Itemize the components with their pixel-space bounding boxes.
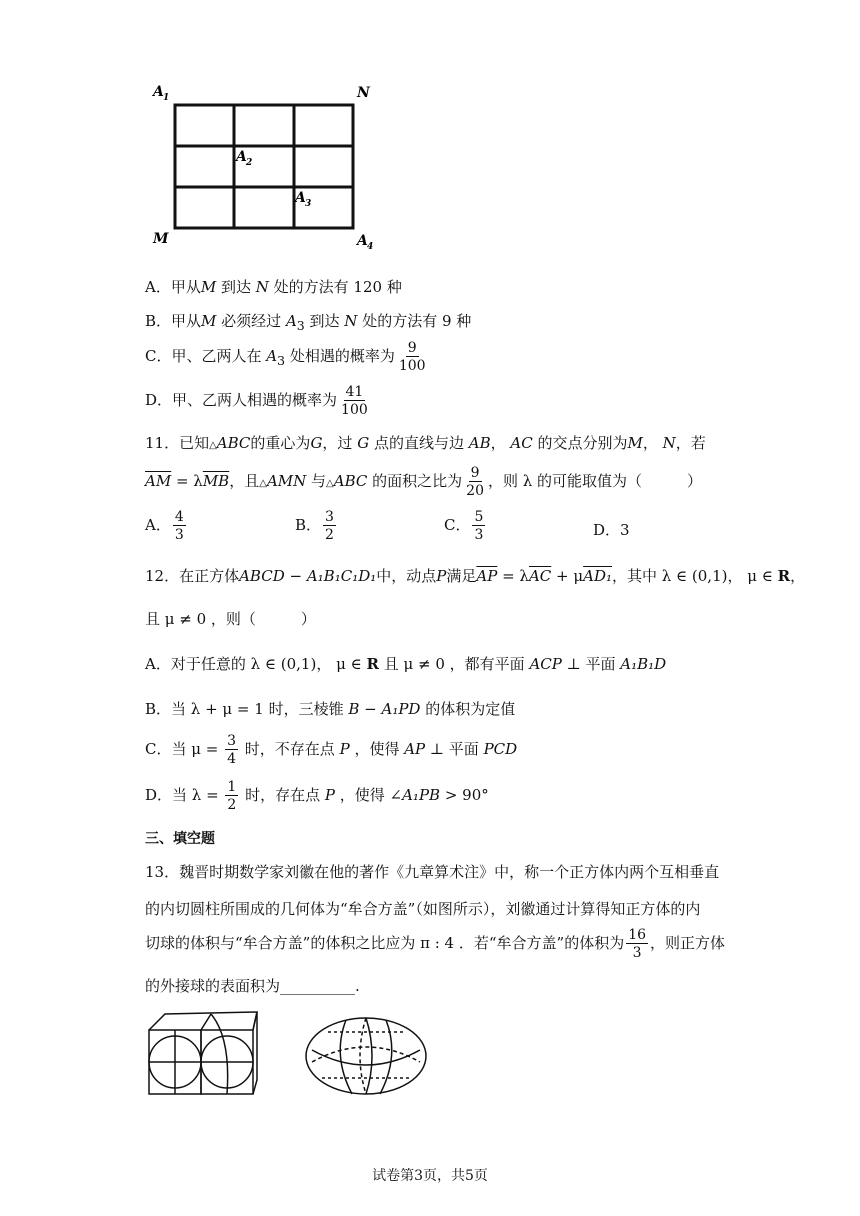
label-n: N (357, 85, 370, 101)
q12-option-d: D．当 λ = $\frac{1}{2}$ 时，存在点 P ，使得 ∠A₁PB > 90° (145, 779, 489, 813)
q12-option-c: C．当 μ = $\frac{3}{4}$ 时，不存在点 P ，使得 AP ⊥ 平面 PCD (145, 733, 518, 767)
q13-line4: 的外接球的表面积为__________. (145, 977, 360, 995)
fraction: $\frac{3}{2}$ (325, 509, 334, 543)
fraction: $\frac{3}{4}$ (227, 733, 237, 767)
q10-option-c: C．甲、乙两人在 $A_3$ 处相遇的概率为 $\frac{9}{100}$ (145, 340, 426, 374)
q12-option-a: A．对于任意的 λ ∈ (0,1)， μ ∈ R 且 μ ≠ 0 ，都有平面 ACP ⊥ 平面 A₁B₁D (145, 655, 667, 673)
fraction: $\frac{4}{3}$ (174, 509, 184, 543)
fraction: $\frac{1}{2}$ (227, 779, 237, 813)
mouhe-fanggai-figure (302, 1012, 432, 1102)
label-a3-sub: 3 (305, 199, 312, 209)
fraction: $\frac{9}{20}$ (466, 465, 484, 499)
label-a4: A (357, 233, 368, 249)
q10-option-a: A．甲从M 到达 N 处的方法有 120 种 (145, 278, 402, 296)
fraction: $\frac{41}{100}$ (341, 384, 368, 418)
label-a1: A (153, 84, 164, 100)
q11-option-a: A． $\frac{4}{3}$ (145, 509, 184, 543)
fraction: $\frac{5}{3}$ (474, 509, 484, 543)
label-a2: A (236, 149, 247, 165)
q11-stem-line2: $\overline{AM} = \lambda\overline{MB}$，且△AMN 与△ABC 的面积之比为 $\frac{9}{20}$ ，则 λ 的可能取值为（ ） (145, 465, 703, 499)
q10-option-d: D．甲、乙两人相遇的概率为 $\frac{41}{100}$ (145, 384, 368, 418)
label-m: M (153, 231, 169, 247)
q11-stem-line1: 11．已知△ABC的重心为G，过 G 点的直线与边 AB， AC 的交点分别为M， N，若 (145, 434, 706, 452)
label-a3: A (295, 190, 306, 206)
label-a1-sub: 1 (163, 93, 170, 103)
label-a2-sub: 2 (246, 158, 253, 168)
q12-stem-line1: 12．在正方体ABCD − A₁B₁C₁D₁中，动点P满足$\overline{AP} = \lambda\overline{AC} + \mu AD_1$，其中 λ ∈ (0,1)， μ ∈ R， (145, 567, 806, 585)
q13-line3: 切球的体积与“牟合方盖”的体积之比应为 π : 4 ．若“牟合方盖”的体积为 $\frac{16}{3}$ ，则正方体 (145, 927, 726, 961)
q10-option-b: B．甲从M 必须经过 $A_3$ 到达 N 处的方法有 9 种 (145, 312, 472, 333)
fraction: $\frac{9}{100}$ (398, 340, 426, 374)
q12-option-b: B．当 λ + μ = 1 时，三棱锥 B − A₁PD 的体积为定值 (145, 700, 516, 718)
q13-line1: 13．魏晋时期数学家刘徽在他的著作《九章算术注》中，称一个正方体内两个互相垂直 (145, 863, 720, 881)
grid-path-figure (150, 80, 380, 250)
cube-cylinders-figure (145, 1008, 265, 1098)
q11-option-c: C． $\frac{5}{3}$ (444, 509, 484, 543)
q11-option-d: D．3 (593, 521, 630, 539)
section-heading: 三、填空题 (145, 831, 215, 847)
q13-line2: 的内切圆柱所围成的几何体为“牟合方盖”（如图所示），刘徽通过计算得知正方体的内 (145, 900, 701, 918)
fraction: $\frac{16}{3}$ (628, 927, 647, 961)
page-footer: 试卷第3页，共5页 (372, 1168, 488, 1184)
label-a4-sub: 4 (367, 242, 374, 250)
q12-stem-line2: 且 μ ≠ 0 ，则（ ） (145, 610, 316, 628)
q11-option-b: B． $\frac{3}{2}$ (295, 509, 334, 543)
